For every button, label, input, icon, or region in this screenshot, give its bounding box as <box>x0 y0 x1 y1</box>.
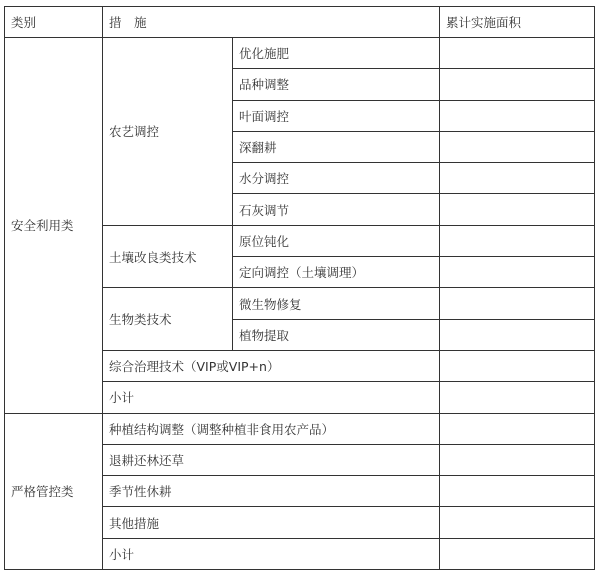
header-row <box>5 7 595 38</box>
measure-item: 其他措施 <box>103 507 440 538</box>
measure-item: 退耕还林还草 <box>103 444 440 475</box>
measure-item: 微生物修复 <box>233 288 440 319</box>
area-cell <box>440 444 595 475</box>
area-cell <box>440 350 595 381</box>
subtotal-strict-control: 小计 <box>103 538 440 569</box>
area-cell <box>440 319 595 350</box>
area-cell <box>440 131 595 162</box>
measure-item: 叶面调控 <box>233 100 440 131</box>
header-measure: 措 施 <box>103 7 440 38</box>
header-category: 类别 <box>5 7 103 38</box>
measure-item: 定向调控（土壤调理） <box>233 257 440 288</box>
measure-item: 植物提取 <box>233 319 440 350</box>
table-row <box>5 38 595 69</box>
measure-item: 种植结构调整（调整种植非食用农产品） <box>103 413 440 444</box>
area-cell <box>440 288 595 319</box>
table-row <box>5 413 595 444</box>
category-strict-control: 严格管控类 <box>5 413 103 569</box>
area-cell <box>440 538 595 569</box>
measure-item: 深翻耕 <box>233 131 440 162</box>
measures-table-container <box>4 6 595 570</box>
measure-item: 石灰调节 <box>233 194 440 225</box>
measure-combined: 综合治理技术（VIP或VIP+n） <box>103 350 440 381</box>
measure-item: 原位钝化 <box>233 225 440 256</box>
measure-item: 品种调整 <box>233 69 440 100</box>
area-cell <box>440 225 595 256</box>
group-soil: 土壤改良类技术 <box>103 225 233 288</box>
area-cell <box>440 476 595 507</box>
area-cell <box>440 382 595 413</box>
area-cell <box>440 413 595 444</box>
area-cell <box>440 69 595 100</box>
group-agronomic: 农艺调控 <box>103 38 233 226</box>
area-cell <box>440 100 595 131</box>
measure-item: 季节性休耕 <box>103 476 440 507</box>
measure-item: 优化施肥 <box>233 38 440 69</box>
measure-item: 水分调控 <box>233 163 440 194</box>
subtotal-safe-use: 小计 <box>103 382 440 413</box>
header-area: 累计实施面积 <box>440 7 595 38</box>
area-cell <box>440 194 595 225</box>
measures-table <box>4 6 595 570</box>
area-cell <box>440 163 595 194</box>
category-safe-use: 安全利用类 <box>5 38 103 414</box>
area-cell <box>440 38 595 69</box>
area-cell <box>440 507 595 538</box>
group-bio: 生物类技术 <box>103 288 233 351</box>
area-cell <box>440 257 595 288</box>
